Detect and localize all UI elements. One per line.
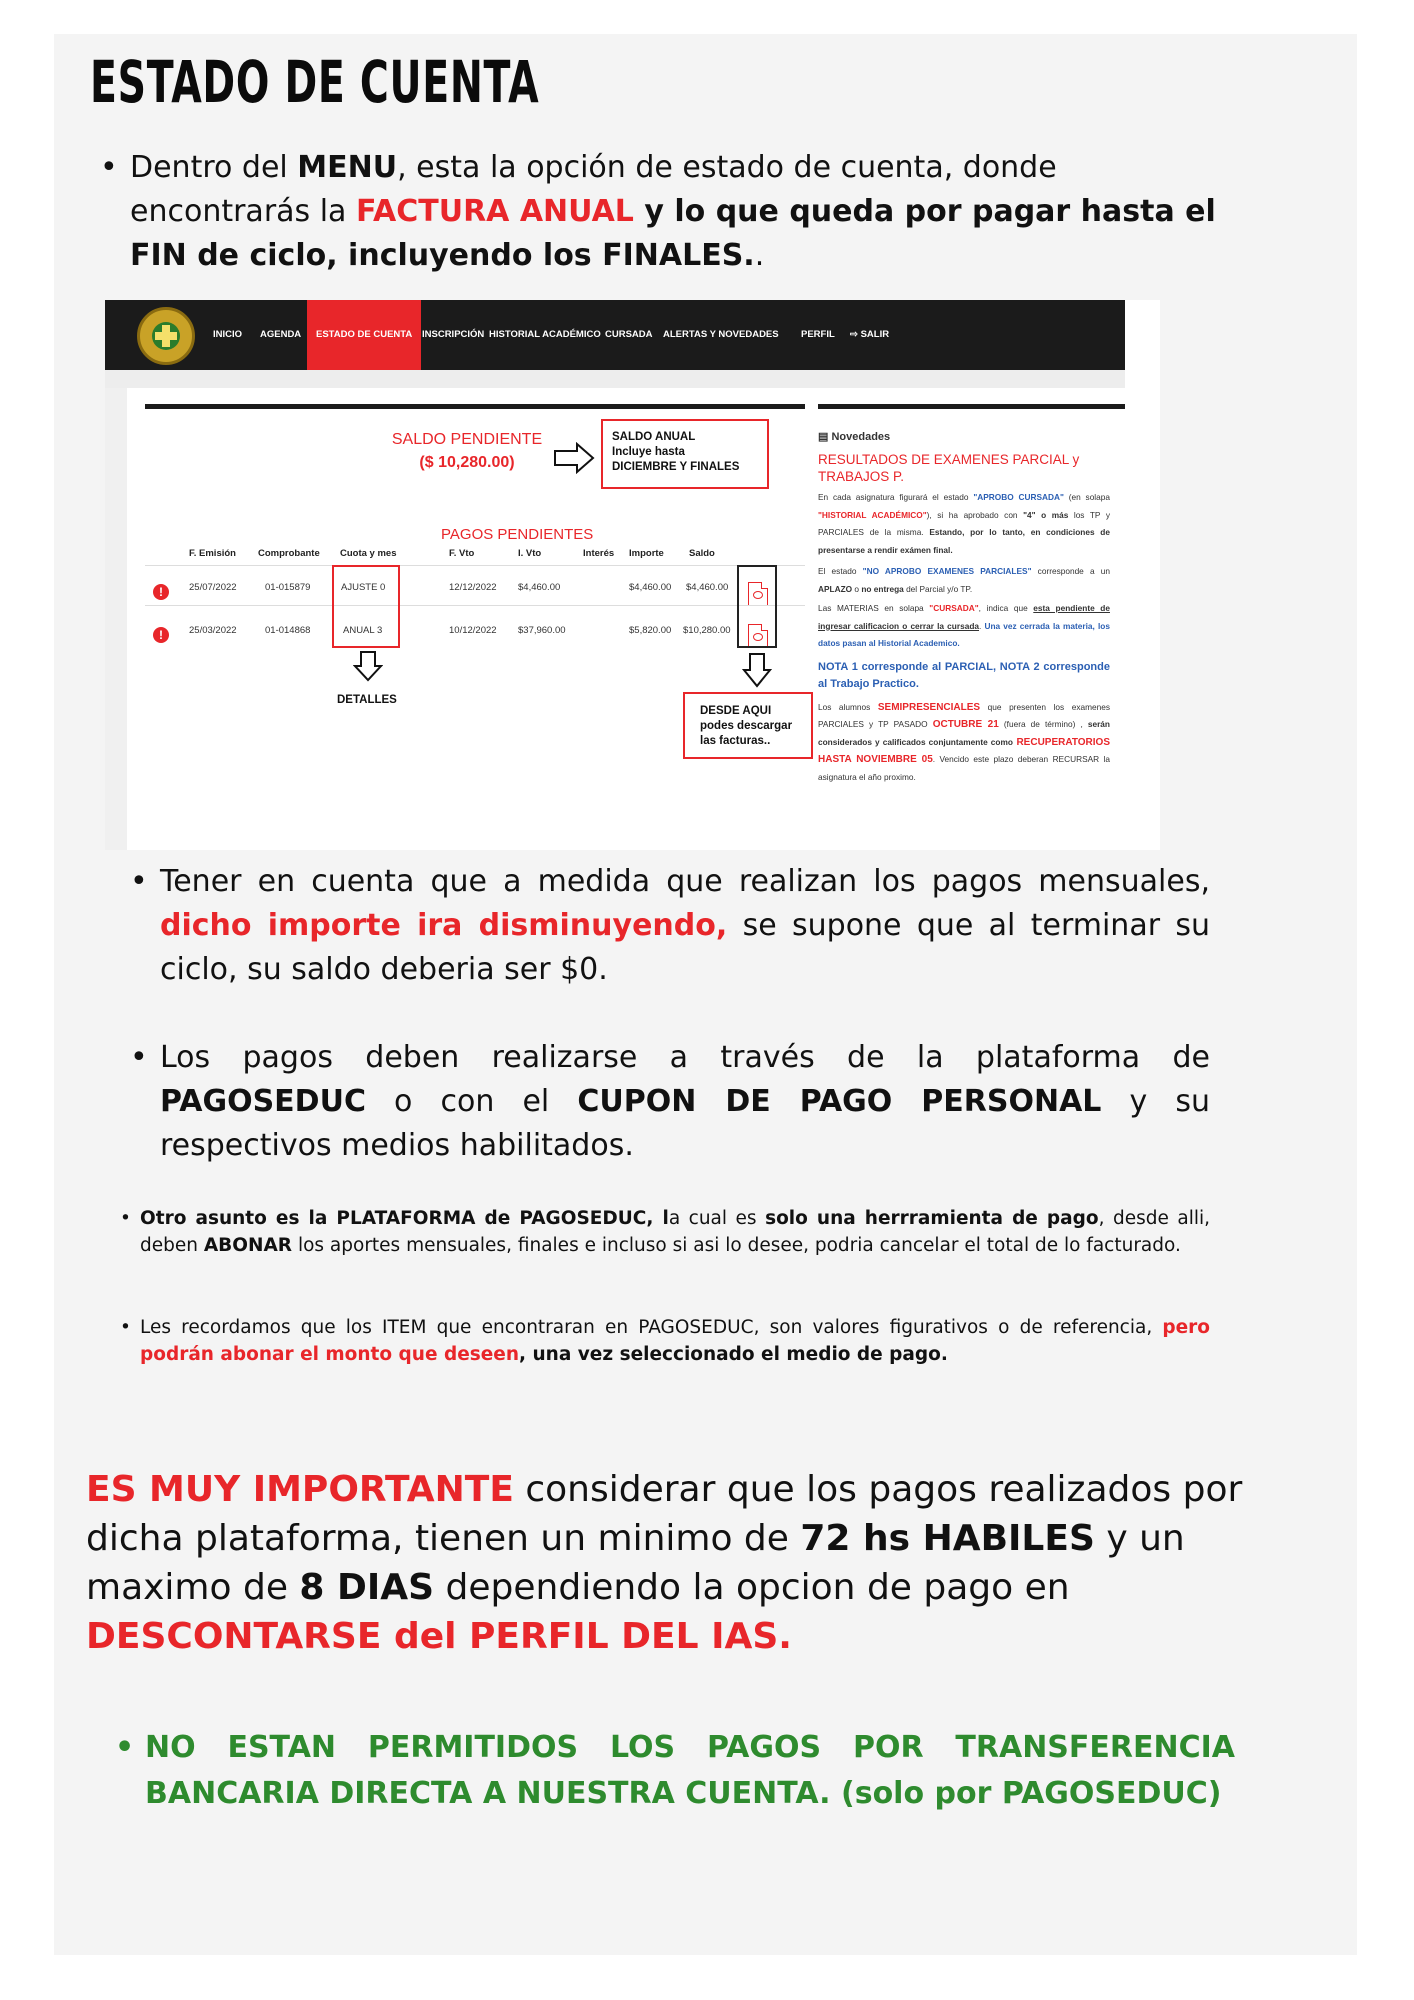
bullet-saldo-info: • Tener en cuenta que a medida que realizan los pagos mensuales, dicho importe ira disminuyendo, se supone que al terminar su ciclo, su saldo deberia ser $0. xyxy=(160,860,1210,992)
alert-icon: ! xyxy=(153,627,169,643)
saldo-pendiente-label: SALDO PENDIENTE ($ 10,280.00) xyxy=(391,431,543,471)
bullet-pagos-info: • Los pagos deben realizarse a través de la plataforma de PAGOSEDUC o con el CUPON DE PAGO PERSONAL y su respectivos medios habilitados. xyxy=(160,1036,1210,1168)
arrow-down-icon xyxy=(353,650,383,682)
col-f-vto: F. Vto xyxy=(449,548,475,559)
table-cell: $4,460.00 xyxy=(629,582,672,593)
pagos-pendientes-heading: PAGOS PENDIENTES xyxy=(441,526,594,543)
table-cell: 01-015879 xyxy=(265,582,311,593)
pdf-highlight-box xyxy=(737,565,777,648)
col-cuota-mes: Cuota y mes xyxy=(340,548,397,559)
nav-cursada[interactable]: CURSADA xyxy=(605,329,653,340)
table-cell: 10/12/2022 xyxy=(449,625,497,636)
table-cell: 25/07/2022 xyxy=(189,582,237,593)
table-cell: 25/03/2022 xyxy=(189,625,237,636)
detalles-label: DETALLES xyxy=(337,694,397,706)
arrow-right-icon xyxy=(553,442,597,474)
nav-inscripcion[interactable]: INSCRIPCIÓN xyxy=(422,329,485,340)
nav-historial-academico[interactable]: HISTORIAL ACADÉMICO xyxy=(489,329,601,340)
nav-salir[interactable]: ⇨ SALIR xyxy=(850,329,890,340)
novedades-paragraph: Las MATERIAS en solapa "CURSADA", indica que esta pendiente de ingresar calificacion o cerrar la cursada. Una vez cerrada la materia, los datos pasan al Historial Academico. xyxy=(818,603,1110,648)
table-cell: $37,960.00 xyxy=(518,625,566,636)
alert-icon: ! xyxy=(153,584,169,600)
bullet-menu-info: • Dentro del MENU, esta la opción de estado de cuenta, donde encontrarás la FACTURA ANUAL y lo que queda por pagar hasta el FIN de ciclo, incluyendo los FINALES.. xyxy=(130,146,1240,278)
logo xyxy=(137,307,195,365)
table-cell: $5,820.00 xyxy=(629,625,672,636)
table-cell: 01-014868 xyxy=(265,625,311,636)
table-cell: $10,280.00 xyxy=(683,625,731,636)
account-screenshot xyxy=(105,300,1160,850)
col-saldo: Saldo xyxy=(689,548,715,559)
nav-inicio[interactable]: INICIO xyxy=(213,329,243,340)
table-cell: $4,460.00 xyxy=(686,582,729,593)
table-cell[interactable]: ANUAL 3 xyxy=(343,625,383,636)
table-cell: $4,460.00 xyxy=(518,582,561,593)
col-f-emision: F. Emisión xyxy=(189,548,236,559)
table-cell[interactable]: AJUSTE 0 xyxy=(341,582,386,593)
bullet-items-info: • Les recordamos que los ITEM que encontraran en PAGOSEDUC, son valores figurativos o de referencia, pero podrán abonar el monto que deseen, una vez seleccionado el medio de pago. xyxy=(140,1314,1210,1368)
page-title: ESTADO DE CUENTA xyxy=(90,48,540,116)
novedades-paragraph: El estado "NO APROBO EXAMENES PARCIALES" corresponde a un APLAZO o no entrega del Parcial y/o TP. xyxy=(818,566,1110,594)
nav-agenda[interactable]: AGENDA xyxy=(260,329,302,340)
novedades-note: NOTA 1 corresponde al PARCIAL, NOTA 2 corresponde al Trabajo Practico. xyxy=(818,660,1110,690)
cuota-highlight-box xyxy=(332,565,400,648)
col-importe: Importe xyxy=(629,548,664,559)
saldo-anual-note: SALDO ANUAL Incluye hasta DICIEMBRE Y FINALES xyxy=(612,431,740,473)
nav-perfil[interactable]: PERFIL xyxy=(801,329,835,340)
nav-alertas-novedades[interactable]: ALERTAS Y NOVEDADES xyxy=(663,329,779,340)
arrow-down-icon xyxy=(742,652,772,688)
nav-bar xyxy=(105,300,1125,370)
table-cell: 12/12/2022 xyxy=(449,582,497,593)
bullet-transfer-warning: • NO ESTAN PERMITIDOS LOS PAGOS POR TRANSFERENCIA BANCARIA DIRECTA A NUESTRA CUENTA. (solo por PAGOSEDUC) xyxy=(145,1725,1235,1817)
novedades-title: RESULTADOS DE EXAMENES PARCIAL y TRABAJOS P. xyxy=(818,452,1080,484)
bullet-plataforma-info: • Otro asunto es la PLATAFORMA de PAGOSEDUC, la cual es solo una herrramienta de pago, desde alli, deben ABONAR los aportes mensuales, finales e incluso si asi lo desee, podria cancelar el total de lo facturado. xyxy=(140,1205,1210,1259)
col-comprobante: Comprobante xyxy=(258,548,320,559)
novedades-panel: ▤ Novedades RESULTADOS DE EXAMENES PARCIAL y TRABAJOS P. En cada asignatura figurará el estado "APROBO CURSADA" (en solapa "HISTORIAL ACADÉMICO"), si ha aprobado con "4" o más los TP y PARCIALES de la misma. Estando, por lo tanto, en condiciones de presentarse a rendir exámen final. El estado "NO APROBO EXAMENES PARCIALES" corresponde a un APLAZO o no entrega del Parcial y/o TP. Las MATERIAS en solapa "CURSADA", indica que esta pendiente de ingresar calificacion o cerrar la cursada. Una vez cerrada la materia, los datos pasan al Historial Academico. NOTA 1 corresponde al PARCIAL, NOTA 2 corresponde al Trabajo Practico. Los alumnos SEMIPRESENCIALES que presenten los examenes PARCIALES y TP PASADO OCTUBRE 21 (fuera de término) , serán considerados y calificados conjuntamente como RECUPERATORIOS HASTA NOVIEMBRE 05. Vencido este plazo deberan RECURSAR la asignatura el año proximo. xyxy=(818,430,1110,786)
novedades-paragraph: Los alumnos SEMIPRESENCIALES que presenten los examenes PARCIALES y TP PASADO OCTUBRE 21 (fuera de término) , serán considerados y calificados conjuntamente como RECUPERATORIOS HASTA NOVIEMBRE 05. Vencido este plazo deberan RECURSAR la asignatura el año proximo. xyxy=(818,701,1110,782)
col-i-vto: I. Vto xyxy=(518,548,542,559)
desde-aqui-note: DESDE AQUI podes descargar las facturas.. xyxy=(700,705,793,747)
important-notice: ES MUY IMPORTANTE considerar que los pagos realizados por dicha plataforma, tienen un minimo de 72 hs HABILES y un maximo de 8 DIAS dependiendo la opcion de pago en DESCONTARSE del PERFIL DEL IAS. xyxy=(86,1469,1243,1657)
novedades-paragraph: En cada asignatura figurará el estado "APROBO CURSADA" (en solapa "HISTORIAL ACADÉMICO"), si ha aprobado con "4" o más los TP y PARCIALES de la misma. Estando, por lo tanto, en condiciones de presentarse a rendir exámen final. xyxy=(818,492,1110,555)
newspaper-icon: ▤ xyxy=(818,431,832,443)
nav-estado-de-cuenta[interactable]: ESTADO DE CUENTA xyxy=(307,300,421,370)
col-interes: Interés xyxy=(583,548,615,559)
